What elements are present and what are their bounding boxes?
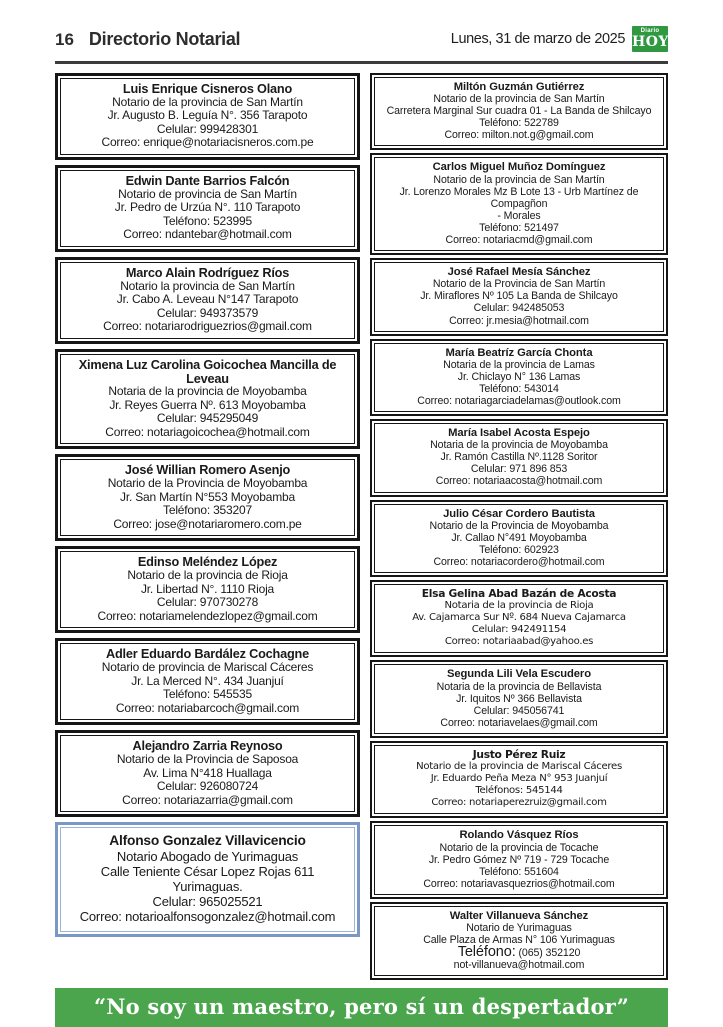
notary-detail-line: Notario la provincia de San Martín [120,278,295,293]
notary-card-inner [60,354,355,445]
notary-detail-line: Teléfono: 543014 [479,382,559,395]
notary-detail-line: Correo: ndantebar@hotmail.com [123,227,292,242]
notary-detail-line: Celular: 926080724 [156,779,259,794]
notary-card-inner [60,735,355,812]
notary-detail-line [381,946,657,959]
notary-name: Adler Eduardo Bardález Cochagne [106,646,309,662]
notary-detail-line: Jr. Ramón Castilla Nº.1128 Soritor [440,451,598,464]
phone-label: Teléfono: [457,944,516,961]
notary-detail-line: Notaria de la provincia de Moyobamba [108,384,307,399]
notary-name: Julio César Cordero Bautista [443,507,595,520]
notary-card [370,580,668,657]
notary-detail-line: Celular: 970730278 [156,595,259,610]
notary-name: José Rafael Mesía Sánchez [447,266,591,279]
notary-card-inner [60,78,355,155]
notary-card-inner [374,664,664,733]
notary-name: Elsa Gelina Abad Bazán de Acosta [421,587,617,600]
notary-detail-line: Notario de la provincia de San Martín [433,173,605,186]
notary-card [370,660,668,737]
notary-detail-line: Jr. Miraflores Nº 105 La Banda de Shilcayo [420,290,618,303]
notary-card [370,741,668,818]
notary-detail-line: Notario Abogado de Yurimaguas [116,848,299,864]
notary-detail-line: Correo: jr.mesia@hotmail.com [449,314,589,327]
notary-name: José Willian Romero Asenjo [124,462,291,478]
notary-name: Alejandro Zarria Reynoso [132,738,283,754]
notary-card-inner [60,551,355,628]
notary-detail-line: Teléfono: 353207 [163,503,252,518]
notary-detail-line: Celular: 965025521 [152,894,263,910]
notary-detail-line: Celular: 942491154 [471,624,567,636]
notary-card-inner [374,745,664,814]
notary-detail-line: Jr. Pedro de Urzúa N°. 110 Tarapoto [114,200,301,215]
notary-detail-line: Correo: notariazarria@gmail.com [122,792,293,807]
notary-detail-line: Teléfonos: 545144 [475,785,563,797]
notary-detail-line: Av. Cajamarca Sur Nº. 684 Nueva Cajamarca [412,612,626,624]
notary-detail-line: Jr. Eduardo Peña Meza N° 953 Juanjuí [430,773,608,785]
notary-name: María Isabel Acosta Espejo [448,427,590,440]
notary-name: Edinso Meléndez López [137,554,278,570]
notary-card [370,500,668,577]
notary-name: Ximena Luz Carolina Goicochea Mancilla de Leveau [78,356,337,386]
notary-detail-line: Jr. Libertad N°. 1110 Rioja [140,581,275,596]
header-date-group [451,26,668,52]
notary-detail-line: Notaria de la provincia de Rioja [444,600,594,612]
notary-detail-line: Correo: notariavelaes@gmail.com [440,716,598,729]
notary-card [55,165,360,252]
notary-card-inner [374,825,664,894]
notary-name: Walter Villanueva Sánchez [449,909,589,922]
notary-detail-line: Correo: jose@notariaromero.com.pe [113,516,302,531]
notary-detail-line: Correo: notariarodriguezrios@gmail.com [103,319,312,334]
notary-detail-line: Celular: 999428301 [156,121,259,136]
notary-name: María Beatríz García Chonta [445,346,593,359]
notary-card [55,454,360,541]
notary-detail-line: Jr. Augusto B. Leguía N°. 356 Tarapoto [107,108,308,123]
notary-detail-line: Calle Teniente César Lopez Rojas 611 Yurimaguas. [100,863,315,894]
notary-detail-line: Jr. Cabo A. Leveau N°147 Tarapoto [116,292,299,307]
notary-detail-line: Notario de la Provincia de Moyobamba [429,519,609,532]
notary-detail-line: Notaria de la provincia de Moyobamba [430,439,608,452]
notary-card [55,638,360,725]
notary-card [55,546,360,633]
notary-detail-line: Notario de provincia de Mariscal Cáceres [101,660,314,674]
notary-detail-line: Av. Lima N°418 Huallaga [143,765,272,780]
notary-card [370,153,668,255]
notary-detail-line: not-villanueva@hotmail.com [453,959,585,972]
notary-detail-line: Jr. Lorenzo Morales Mz B Lote 13 - Urb Martínez de Compagñon [399,185,639,210]
issue-date: Lunes, 31 de marzo de 2025 [450,31,625,47]
notary-detail-line: Jr. Iquitos Nº 366 Bellavista [456,692,582,705]
notary-detail-line: Teléfono: 523995 [163,213,252,228]
notary-name: Miltón Guzmán Gutiérrez [453,81,585,93]
notary-detail-line: Correo: notariagoicochea@hotmail.com [105,424,310,439]
notary-detail-line: Jr. Reyes Guerra Nº. 613 Moyobamba [109,397,306,412]
notary-detail-line: Celular: 942485053 [473,302,565,315]
logo-hoy-text: HOY [632,34,669,50]
notary-detail-line: Correo: notariabarcoch@gmail.com [115,700,300,715]
notary-detail-line: Jr. Callao N°491 Moyobamba [451,531,587,544]
notary-detail-line: Jr. La Merced N°. 434 Juanjuí [131,673,284,688]
notary-card [55,822,360,936]
notary-card [55,257,360,344]
notary-detail-line: Correo: notariacmd@gmail.com [445,234,593,247]
notary-detail-line: Celular: 945295049 [156,411,259,426]
notary-detail-line: Jr. San Martín N°553 Moyobamba [120,489,295,504]
notary-detail-line: Notario de la provincia de Tocache [439,841,599,854]
notary-card-inner [60,262,355,339]
notary-card-inner [374,423,664,492]
notary-card [55,349,360,450]
notary-detail-line: Carretera Marginal Sur cuadra 01 - La Banda de Shilcayo [386,105,652,118]
notary-detail-line: Notario de la Provincia de Saposoa [116,751,299,766]
notary-detail-line: Notario de la Provincia de San Martín [432,278,606,291]
notary-detail-line: Notario de la provincia de San Martín [112,94,303,109]
notary-detail-line: Correo: enrique@notariacisneros.com.pe [101,135,314,150]
notary-detail-line: Celular: 971 896 853 [470,463,568,476]
notary-detail-line: Correo: notariagarciadelamas@outlook.com [417,394,621,407]
notary-card [55,730,360,817]
header-title-group [55,29,240,50]
notary-card-inner [374,157,664,251]
notary-detail-line: Correo: notariaacosta@hotmail.com [435,475,603,488]
notary-detail-line: Notaria de la provincia de Lamas [443,358,595,371]
notary-detail-line: Notario de la provincia de Mariscal Cáceres [416,761,622,773]
notary-detail-line: Correo: notariaabad@yahoo.es [444,636,594,648]
notary-name: Alfonso Gonzalez Villavicencio [109,833,306,849]
notary-name: Segunda Lili Vela Escudero [447,668,591,681]
notary-detail-line: Teléfono: 551604 [479,865,559,878]
notary-detail-line: Correo: milton.not.g@gmail.com [444,129,594,142]
notary-detail-line: Correo: notariavasquezrios@hotmail.com [423,877,615,890]
notary-name: Luis Enrique Cisneros Olano [122,81,293,96]
notary-name: Edwin Dante Barrios Falcón [125,172,290,188]
quote-banner: “No soy un maestro, pero sí un despertador” [55,988,668,1027]
notary-detail-line: Notario de la provincia de San Martín [433,93,605,106]
page-number: 16 [55,29,74,49]
notary-card [370,73,668,150]
right-column [370,73,668,980]
notary-card-inner [374,77,664,146]
notary-detail-line: Notario de la provincia de Rioja [127,568,288,583]
phone-value: (065) 352120 [515,947,581,960]
notary-detail-line: Teléfono: 602923 [479,543,559,556]
left-column [55,73,360,980]
notary-detail-line: Correo: notariacordero@hotmail.com [433,555,605,568]
notary-detail-line: - Morales [497,209,541,222]
notary-detail-line: Notario de provincia de San Martín [118,186,297,201]
notary-card [370,258,668,335]
notary-card-inner [60,459,355,536]
logo-diario-text: Diario [640,28,660,34]
notary-card-inner [374,343,664,412]
notary-detail-line: Correo: notariaperezruiz@gmail.com [431,797,607,809]
notary-detail-line: Correo: notariamelendezlopez@gmail.com [97,608,318,623]
notary-detail-line: Correo: notarioalfonsogonzalez@hotmail.com [79,909,336,925]
notary-name: Marco Alain Rodríguez Ríos [125,264,290,280]
notary-detail-line: Notario de Yurimaguas [466,921,572,934]
notary-detail-line: Jr. Chiclayo N° 136 Lamas [457,370,581,383]
notary-card-inner [60,170,355,247]
page-header [55,26,668,64]
notary-detail-line: Teléfono: 522789 [479,117,559,130]
notary-card [370,419,668,496]
directory-columns [55,73,668,980]
notary-detail-line: Teléfono: 521497 [479,221,559,234]
notary-card [55,73,360,160]
notary-card [370,339,668,416]
diario-hoy-logo [632,26,668,52]
notary-name: Rolando Vásquez Ríos [459,829,579,842]
notary-detail-line: Notario de la Provincia de Moyobamba [107,476,308,491]
notary-card-inner [374,262,664,331]
notary-card-inner [60,643,355,720]
notary-card-inner [374,584,664,653]
notary-detail-line: Calle Plaza de Armas N° 106 Yurimaguas [423,934,615,947]
notary-name: Carlos Miguel Muñoz Domínguez [432,161,606,174]
notary-name: Justo Pérez Ruiz [472,747,566,761]
notary-card [370,902,668,980]
notary-detail-line: Celular: 949373579 [156,305,259,320]
notary-card [370,821,668,898]
notary-card-inner [374,504,664,573]
notary-detail-line: Jr. Pedro Gómez Nº 719 - 729 Tocache [428,853,610,866]
page-title: Directorio Notarial [88,28,241,49]
notary-card-inner [60,827,355,931]
notary-detail-line: Notaria de la provincia de Bellavista [436,680,602,693]
notary-detail-line: Teléfono: 545535 [163,687,252,702]
notary-detail-line: Celular: 945056741 [473,704,565,717]
notary-card-inner [374,906,664,976]
